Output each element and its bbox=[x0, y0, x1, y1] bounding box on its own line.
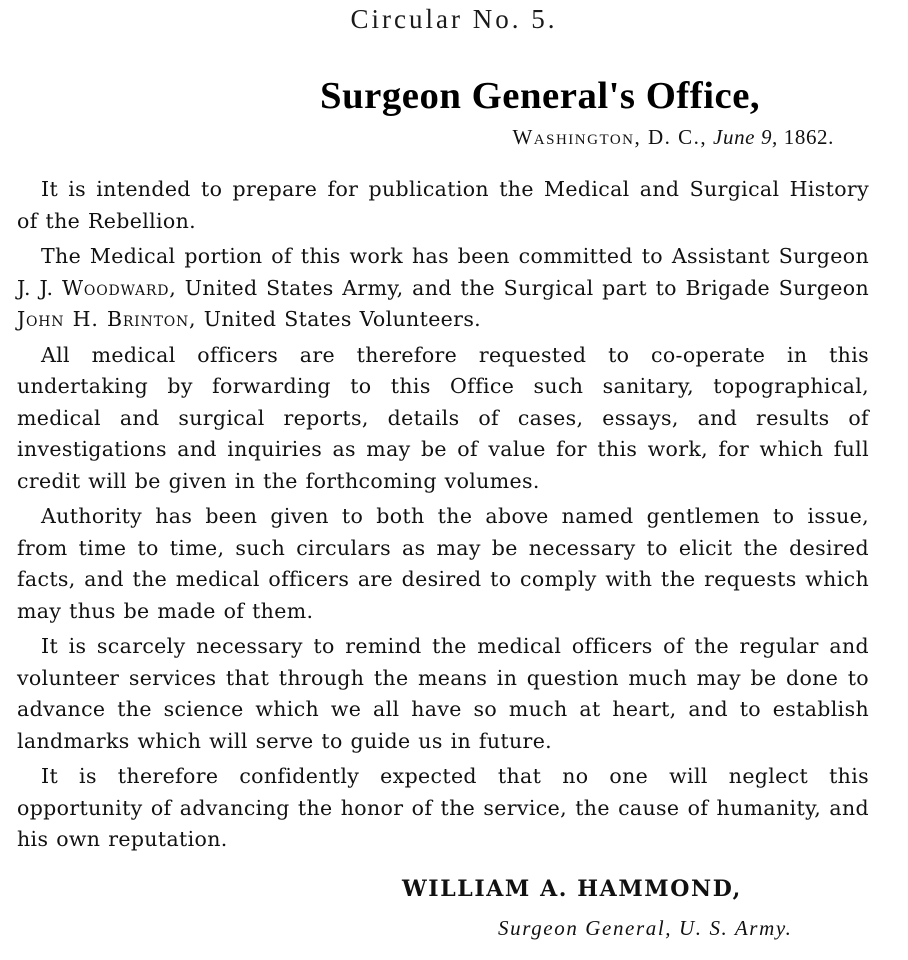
paragraph-reminder: It is scarcely necessary to remind the medical officers of the regular and volunteer services that through the means in question much may be done to advance the science which we all have so much at heart, and to establish landmarks which will serve to guide us in future. bbox=[17, 634, 869, 753]
dateline bbox=[512, 125, 834, 150]
circular-number: Circular No. 5. bbox=[350, 4, 558, 34]
office-title: Surgeon General's Office, bbox=[320, 75, 761, 117]
assignments-text-b: , United States Army, and the Surgical part to Brigade Surgeon bbox=[169, 275, 869, 300]
paragraph-purpose: It is intended to prepare for publication the Medical and Surgical History of the Rebellion. bbox=[17, 177, 869, 233]
name-brinton: John H. Brinton bbox=[17, 307, 190, 331]
dateline-date: June 9, bbox=[713, 125, 778, 149]
name-woodward: Woodward bbox=[62, 275, 170, 300]
circular-body bbox=[17, 174, 869, 860]
dateline-place: Washington, D. C., bbox=[512, 125, 708, 149]
paragraph-expectation: It is therefore confidently expected that no one will neglect this opportunity of advancing the honor of the service, the cause of humanity, and his own reputation. bbox=[17, 764, 869, 851]
paragraph-authority: Authority has been given to both the above named gentlemen to issue, from time to time, such circulars as may be necessary to elicit the desired facts, and the medical officers are desired to comply with the requests which may thus be made of them. bbox=[17, 504, 869, 623]
dateline-year: 1862. bbox=[783, 125, 834, 149]
assignments-text-c: , United States Volunteers. bbox=[189, 307, 482, 331]
signature-name: WILLIAM A. HAMMOND, bbox=[402, 876, 742, 902]
paragraph-request: All medical officers are therefore requested to co-operate in this undertaking by forwarding to this Office such sanitary, topographical, medical and surgical reports, details of cases, essays, and results of investigations and inquiries as may be of value for this work, for which full credit will be given in the forthcoming volumes. bbox=[17, 342, 869, 493]
assignments-text-a: The Medical portion of this work has been committed to Assistant Surgeon J. J. bbox=[17, 244, 869, 300]
signature-title: Surgeon General, U. S. Army. bbox=[498, 916, 793, 940]
paragraph-assignments bbox=[17, 241, 869, 336]
